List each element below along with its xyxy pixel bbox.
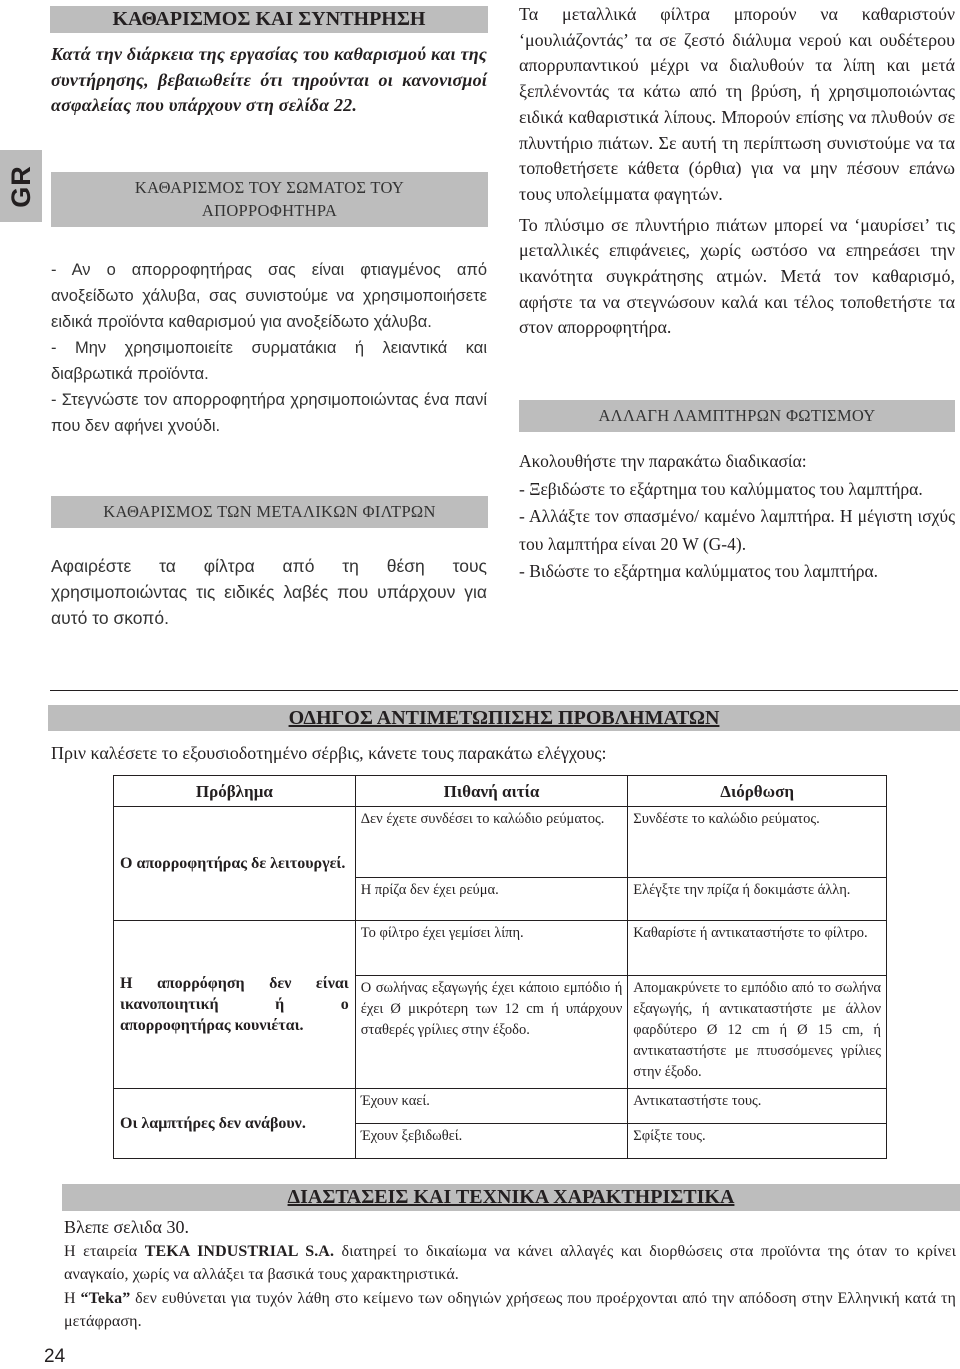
disclaimer-company (64, 1240, 956, 1286)
header-problem: Πρόβλημα (114, 776, 356, 807)
problem-cell: Ο απορροφητήρας δε λειτουργεί. (114, 807, 356, 921)
filter-wash-paragraph-2: Το πλύσιμο σε πλυντήριο πιάτων μπορεί να ‘μαυρίσει’ τις μεταλλικές επιφάνειες, χωρίς ωστόσο να επηρεάσει την ικανότητα συγκράτησης ατμών. Μετά τον καθαρισμό, αφήστε τα να στεγνώσουν καλά και τέλος τοποθετήστε τα στον απορροφητήρα. (519, 214, 955, 338)
disclaimer-translation-rest: δεν ευθύνεται για τυχόν λάθη στο κείμενο των οδηγιών χρήσεως που προέρχονται από την απόδοση στην Ελληνική κατά τη μετάφραση. (64, 1290, 956, 1330)
header-fix: Διόρθωση (628, 776, 887, 807)
lamp-change-step-2: - Αλλάξτε τον σπασμένο/ καμένο λαμπτήρα. Η μέγιστη ισχύς του λαμπτήρα είναι 20 W (G-4). (519, 506, 955, 554)
lamp-change-title-text: ΑΛΛΑΓΗ ΛΑΜΠΤΗΡΩΝ ΦΩΤΙΣΜΟΥ (598, 406, 876, 425)
body-cleaning-title-line2: ΑΠΟΡΡΟΦΗΤΗΡΑ (201, 201, 338, 220)
problem-cell: Η απορρόφηση δεν είναι ικανοποιητική ή ο απορροφητήρας κουνιέται. (114, 921, 356, 1089)
filter-cleaning-title-text: ΚΑΘΑΡΙΣΜΟΣ ΤΩΝ ΜΕΤΑΛΙΚΩΝ ΦΙΛΤΡΩΝ (103, 502, 436, 521)
lamp-change-step-1: - Ξεβιδώστε το εξάρτημα του καλύμματος του λαμπτήρα. (519, 478, 923, 499)
language-label: GR (5, 164, 36, 208)
fix-cell: Αντικαταστήστε τους. (628, 1089, 887, 1124)
body-cleaning-item-1: - Αν ο απορροφητήρας σας είναι φτιαγμένος από ανοξείδωτο χάλυβα, σας συνιστούμε να χρησιμοποιήσετε ειδικά προϊόντα καθαρισμού για ανοξείδωτο χάλυβα. (51, 261, 487, 331)
troubleshooting-title (48, 705, 960, 731)
lamp-change-step-3: - Βιδώστε το εξάρτημα καλύμματος του λαμπτήρα. (519, 561, 879, 581)
body-cleaning-title (51, 172, 488, 227)
section-title-text: ΚΑΘΑΡΙΣΜΟΣ ΚΑΙ ΣΥΝΤΗΡΗΣΗ (112, 8, 426, 30)
disclaimer-translation-prefix: Η (64, 1290, 81, 1307)
lamp-change-intro: Ακολουθήστε την παρακάτω διαδικασία: (519, 451, 807, 471)
cause-cell: Ο σωλήνας εξαγωγής έχει κάποιο εμπόδιο ή έχει Ø μικρότερη των 12 cm ή υπάρχουν σταθερές γρίλιες στην έξοδο. (355, 976, 628, 1089)
filter-wash-instructions (519, 2, 955, 341)
body-cleaning-item-3: - Στεγνώστε τον απορροφητήρα χρησιμοποιώντας ένα πανί που δεν αφήνει χνούδι. (51, 391, 487, 435)
cause-cell: Έχουν καεί. (355, 1089, 628, 1124)
section-title-cleaning (50, 6, 488, 33)
page-number: 24 (44, 1346, 66, 1367)
cause-cell: Το φίλτρο έχει γεμίσει λίπη. (355, 921, 628, 976)
table-header-row (114, 776, 887, 807)
company-name: TEKA INDUSTRIAL S.A. (144, 1243, 335, 1260)
specs-see-page: Βλεπε σελιδα 30. (64, 1217, 189, 1237)
disclaimer-translation (64, 1287, 956, 1333)
disclaimer-company-rest: διατηρεί το δικαίωμα να κάνει αλλαγές και διορθώσεις στα προϊόντα της όταν το κρίνει αναγκαίο, χωρίς να αλλάξει τα βασικά τους χαρακτηριστικά. (64, 1243, 956, 1283)
safety-note: Κατά την διάρκεια της εργασίας του καθαρισμού και της συντήρησης, βεβαιωθείτε ότι τηρούνται οι κανονισμοί ασφαλείας που υπάρχουν στη σελίδα 22. (51, 44, 487, 115)
filter-cleaning-text: Αφαιρέστε τα φίλτρα από τη θέση τους χρησιμοποιώντας τις ειδικές λαβές που υπάρχουν για αυτό το σκοπό. (51, 556, 487, 628)
cause-cell: Δεν έχετε συνδέσει το καλώδιο ρεύματος. (355, 807, 628, 878)
specs-title-text: ΔΙΑΣΤΑΣΕΙΣ ΚΑΙ ΤΕΧΝΙΚΑ ΧΑΡΑΚΤΗΡΙΣΤΙΚΑ (287, 1186, 735, 1208)
cause-cell: Έχουν ξεβιδωθεί. (355, 1124, 628, 1159)
language-tab (0, 150, 42, 222)
troubleshooting-title-text: ΟΔΗΓΟΣ ΑΝΤΙΜΕΤΩΠΙΣΗΣ ΠΡΟΒΛΗΜΑΤΩΝ (288, 707, 720, 729)
fix-cell: Απομακρύνετε το εμπόδιο από το σωλήνα εξαγωγής, ή αντικαταστήστε με άλλον φαρδύτερο Ø 12 cm ή Ø 15 cm, ή αντικαταστήστε με πτυσσόμενες γρίλιες στην έξοδο. (628, 976, 887, 1089)
header-cause: Πιθανή αιτία (355, 776, 628, 807)
filter-cleaning-title (51, 496, 488, 528)
body-cleaning-title-line1: ΚΑΘΑΡΙΣΜΟΣ ΤΟΥ ΣΩΜΑΤΟΣ ΤΟΥ (134, 178, 405, 197)
fix-cell: Καθαρίστε ή αντικαταστήστε το φίλτρο. (628, 921, 887, 976)
problem-cell: Οι λαμπτήρες δεν ανάβουν. (114, 1089, 356, 1159)
specs-title (62, 1184, 960, 1211)
fix-cell: Σφίξτε τους. (628, 1124, 887, 1159)
troubleshooting-table (113, 775, 887, 1159)
troubleshooting-table-wrap (113, 775, 887, 1159)
body-cleaning-item-2: - Μην χρησιμοποιείτε συρματάκια ή λειαντικά και διαβρωτικά προϊόντα. (51, 339, 487, 383)
section-divider (50, 690, 958, 691)
cause-cell: Η πρίζα δεν έχει ρεύμα. (355, 878, 628, 921)
fix-cell: Ελέγξτε την πρίζα ή δοκιμάστε άλλη. (628, 878, 887, 921)
brand-name: “Teka” (80, 1290, 131, 1307)
table-row (114, 807, 887, 878)
filter-wash-paragraph-1: Τα μεταλλικά φίλτρα μπορούν να καθαριστούν ‘μουλιάζοντάς’ τα σε ζεστό διάλυμα νερού και ουδέτερου απορρυπαντικού μέχρι να διαλυθούν τα λίπη και μετά ξεπλένοντάς τα κάτω από τη βρύση, ή χρησιμοποιώντας ειδικά καθαριστικά λίπους. Μπορούν επίσης να πλυθούν σε πλυντήριο πιάτων. Σε αυτή τη περίπτωση συνιστούμε να τα τοποθετήσετε κάθετα (όρθια) για να μην πέσουν επάνω τους υπολείμματα φαγητών. (519, 4, 955, 204)
table-row (114, 1089, 887, 1124)
table-row (114, 921, 887, 976)
lamp-change-title (519, 400, 955, 432)
fix-cell: Συνδέστε το καλώδιο ρεύματος. (628, 807, 887, 878)
disclaimer-company-prefix: Η εταιρεία (64, 1243, 145, 1260)
troubleshooting-intro: Πριν καλέσετε το εξουσιοδοτημένο σέρβις, κάνετε τους παρακάτω ελέγχους: (51, 743, 607, 763)
lamp-change-steps (519, 448, 955, 586)
body-cleaning-list (51, 257, 487, 439)
